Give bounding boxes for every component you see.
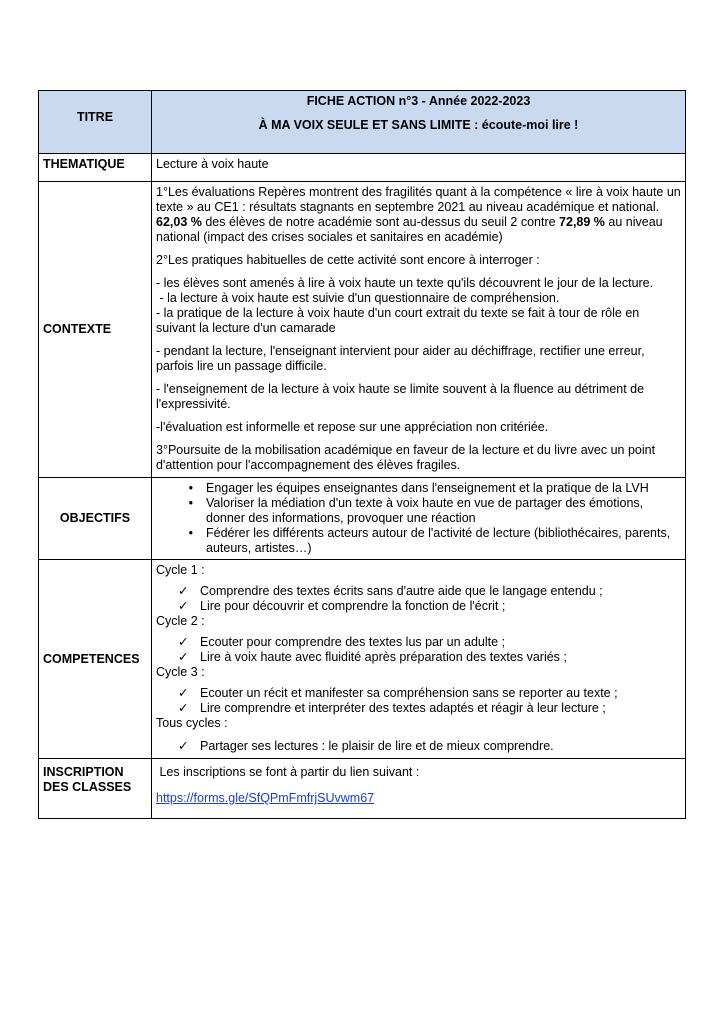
contexte-content (152, 182, 686, 478)
inscription-text: Les inscriptions se font à partir du lien suivant : (156, 765, 420, 779)
title-label-cell (39, 91, 152, 154)
competence-item (178, 584, 681, 599)
cycle-3-list (156, 686, 681, 716)
cycle-1-list (156, 584, 681, 614)
competences-row (39, 560, 686, 759)
contexte-p1-text-3: au niveau national (impact des crises sociales et sanitaires en académie) (156, 215, 663, 244)
contexte-row (39, 182, 686, 478)
contexte-paragraph-3 (156, 276, 681, 336)
academie-percentage: 62,03 % (156, 215, 202, 229)
competence-item (178, 650, 681, 665)
cycle-3-heading: Cycle 3 : (156, 665, 205, 679)
contexte-p1-text: 1°Les évaluations Repères montrent des fragilités quant à la compétence « lire à voix haute un texte » au CE1 : résultats stagnants en septembre 2021 au niveau académique et national. (156, 185, 681, 214)
contexte-p3-line-2: - la lecture à voix haute est suivie d'un questionnaire de compréhension. (156, 291, 560, 305)
objectifs-list (156, 481, 681, 556)
fiche-subtitle: À MA VOIX SEULE ET SANS LIMITE : écoute-moi lire ! (258, 118, 579, 132)
thematique-label: THEMATIQUE (39, 154, 152, 182)
check-icon: ✓ (178, 686, 189, 700)
competence-item (178, 686, 681, 701)
contexte-label: CONTEXTE (39, 182, 152, 478)
competence-item (178, 739, 681, 754)
competence-text: Lire comprendre et interpréter des textes adaptés et réagir à leur lecture ; (200, 701, 606, 715)
competences-label: COMPETENCES (39, 560, 152, 759)
inscription-content (152, 759, 686, 819)
thematique-row (39, 154, 686, 182)
inscription-link[interactable]: https://forms.gle/SfQPmFmfrjSUvwm67 (156, 791, 375, 805)
national-percentage: 72,89 % (559, 215, 605, 229)
title-label: TITRE (76, 110, 114, 124)
check-icon: ✓ (178, 599, 189, 613)
inscription-row (39, 759, 686, 819)
competence-item (178, 701, 681, 716)
competence-text: Ecouter pour comprendre des textes lus par un adulte ; (200, 635, 506, 649)
inscription-label: INSCRIPTION DES CLASSES (39, 759, 152, 819)
competence-text: Ecouter un récit et manifester sa compréhension sans se reporter au texte ; (200, 686, 618, 700)
competence-text: Lire pour découvrir et comprendre la fonction de l'écrit ; (200, 599, 506, 613)
check-icon: ✓ (178, 584, 189, 598)
competence-item (178, 599, 681, 614)
objectif-item: • Valoriser la médiation d'un texte à voix haute en vue de partager des émotions, donner des informations, provoquer une réaction (200, 496, 681, 526)
contexte-p3-line-3: - la pratique de la lecture à voix haute d'un court extrait du texte se fait à tour de rôle en suivant la lecture d'un camarade (156, 306, 640, 335)
competence-text: Lire à voix haute avec fluidité après préparation des textes variés ; (200, 650, 567, 664)
contexte-paragraph-1 (156, 185, 681, 245)
fiche-title: FICHE ACTION n°3 - Année 2022-2023 (306, 94, 531, 108)
action-sheet-table (38, 90, 686, 819)
objectif-item: • Engager les équipes enseignantes dans l'enseignement et la pratique de la LVH (200, 481, 681, 496)
tous-cycles-list (156, 739, 681, 754)
objectif-item: • Fédérer les différents acteurs autour de l'activité de lecture (bibliothécaires, parents, auteurs, artistes…) (200, 526, 681, 556)
check-icon: ✓ (178, 701, 189, 715)
contexte-paragraph-5: - l'enseignement de la lecture à voix haute se limite souvent à la fluence au détriment de l'expressivité. (156, 382, 645, 411)
cycle-1-heading: Cycle 1 : (156, 563, 205, 577)
title-row (39, 91, 686, 154)
title-value-cell (152, 91, 686, 154)
cycle-2-list (156, 635, 681, 665)
check-icon: ✓ (178, 635, 189, 649)
competence-text: Comprendre des textes écrits sans d'autre aide que le langage entendu ; (200, 584, 603, 598)
competence-item (178, 635, 681, 650)
objectifs-label: OBJECTIFS (39, 478, 152, 560)
cycle-2-heading: Cycle 2 : (156, 614, 205, 628)
contexte-p1-text-2: des élèves de notre académie sont au-dessus du seuil 2 contre (201, 215, 560, 229)
check-icon: ✓ (178, 739, 189, 753)
contexte-paragraph-6: -l'évaluation est informelle et repose sur une appréciation non critériée. (156, 420, 549, 434)
check-icon: ✓ (178, 650, 189, 664)
competence-text: Partager ses lectures : le plaisir de lire et de mieux comprendre. (200, 739, 554, 753)
contexte-paragraph-4: - pendant la lecture, l'enseignant intervient pour aider au déchiffrage, rectifier une erreur, parfois lire un passage difficile. (156, 344, 645, 373)
tous-cycles-heading: Tous cycles : (156, 716, 228, 730)
contexte-paragraph-7: 3°Poursuite de la mobilisation académique en faveur de la lecture et du livre avec un point d'attention pour l'accompagnement des élèves fragiles. (156, 443, 656, 472)
contexte-paragraph-2: 2°Les pratiques habituelles de cette activité sont encore à interroger : (156, 253, 540, 267)
thematique-value: Lecture à voix haute (152, 154, 686, 182)
competences-content (152, 560, 686, 759)
objectifs-row (39, 478, 686, 560)
contexte-p3-line-1: - les élèves sont amenés à lire à voix haute un texte qu'ils découvrent le jour de la lecture. (156, 276, 654, 290)
objectifs-content (152, 478, 686, 560)
